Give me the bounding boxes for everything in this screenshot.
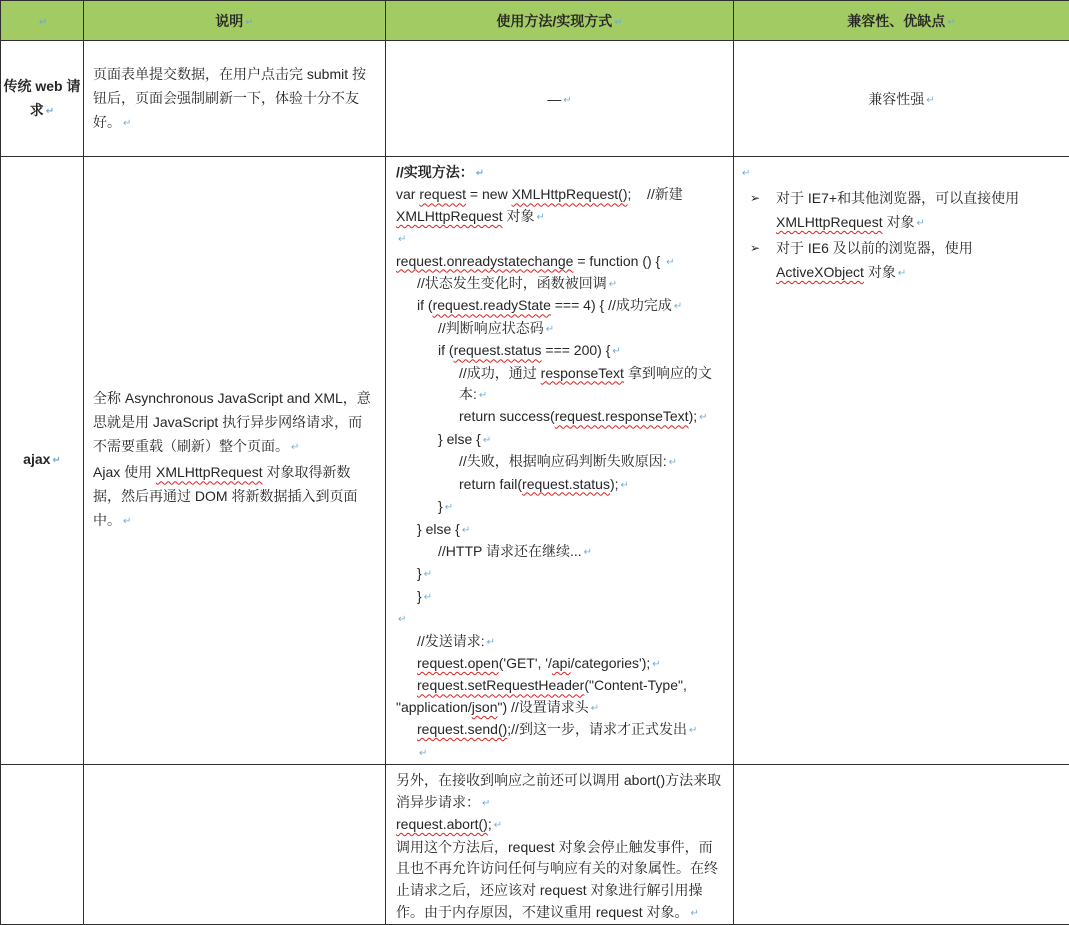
- compat-bullet-text: [776, 186, 1063, 236]
- spellcheck-flagged-text: XMLHttpRequest: [776, 214, 883, 230]
- paragraph-mark: ↵: [699, 412, 707, 423]
- code-line: [396, 162, 725, 184]
- text-segment: ; //新建: [628, 186, 683, 202]
- ajax-code-cell: [386, 157, 734, 765]
- paragraph-mark: ↵: [591, 703, 599, 714]
- paragraph-mark: ↵: [652, 659, 660, 670]
- code-line: [396, 474, 725, 496]
- paragraph-mark: ↵: [917, 218, 925, 229]
- spellcheck-flagged-text: XMLHttpRequest(): [512, 186, 628, 202]
- paragraph-line: [93, 386, 376, 460]
- text-segment: === 200) {: [542, 342, 611, 358]
- spellcheck-flagged-text: json: [472, 699, 498, 715]
- traditional-web-description-cell: [84, 41, 386, 157]
- code-line: [396, 318, 725, 340]
- text-segment: = new: [466, 186, 512, 202]
- paragraph-mark: ↵: [291, 442, 299, 453]
- code-line: [396, 631, 725, 653]
- paragraph-mark: ↵: [445, 502, 453, 513]
- text-segment: 另外，在接收到响应之前还可以调用 abort()方法来取消异步请求：: [396, 772, 721, 810]
- code-line: [396, 586, 725, 608]
- arrow-bullet-icon: ➢: [740, 186, 776, 236]
- text-segment: }: [417, 588, 422, 604]
- description-text: 页面表单提交数据，在用户点击完 submit 按钮后，页面会强制刷新一下，体验十分不友好。: [93, 66, 366, 130]
- text-segment: //判断响应状态码: [438, 320, 544, 336]
- text-segment: 全称 Asynchronous JavaScript and XML，意思就是用 JavaScript 执行异步网络请求，而不需要重载（刷新）整个页面。: [93, 390, 371, 454]
- code-line: [396, 541, 725, 563]
- arrow-bullet-icon: ➢: [740, 236, 776, 286]
- code-line: [396, 675, 725, 696]
- spellcheck-flagged-text: request.onreadystatechange: [396, 253, 573, 269]
- ajax-compat-cell: [734, 157, 1069, 765]
- header-label: 使用方法/实现方式: [496, 13, 612, 29]
- spellcheck-flagged-text: api: [552, 655, 571, 671]
- code-line: [396, 228, 725, 250]
- text-segment: );: [610, 476, 619, 492]
- cell-mark: ↵: [947, 17, 955, 28]
- paragraph-mark: ↵: [494, 820, 502, 831]
- paragraph-mark: ↵: [546, 324, 554, 335]
- abort-usage-cell: [386, 764, 734, 924]
- paragraph-mark: ↵: [398, 234, 406, 245]
- header-col-compat: [734, 1, 1069, 41]
- text-segment: } else {: [438, 431, 481, 447]
- paragraph-mark: ↵: [621, 480, 629, 491]
- paragraph-mark: ↵: [612, 346, 620, 357]
- spellcheck-flagged-text: request.status: [522, 476, 610, 492]
- text-segment: /categories');: [571, 655, 651, 671]
- header-col-blank: [1, 1, 84, 41]
- cell-mark: ↵: [245, 17, 253, 28]
- code-line: [396, 496, 725, 518]
- text-segment: //HTTP 请求还在继续...: [438, 543, 582, 559]
- text-segment: //失败，根据响应码判断失败原因:: [459, 453, 667, 469]
- compat-text: 兼容性强: [868, 91, 924, 107]
- compat-bullet-item: [740, 186, 1063, 236]
- paragraph-mark: ↵: [487, 637, 495, 648]
- paragraph-mark: ↵: [537, 212, 545, 223]
- text-segment: if (: [438, 342, 454, 358]
- ajax-description-cell: [84, 157, 386, 765]
- ajax-title-cell: [1, 157, 84, 765]
- text-segment: === 4) { //成功完成: [551, 297, 672, 313]
- text-segment: );: [689, 408, 698, 424]
- paragraph-line: [396, 814, 723, 837]
- text-segment: 调用这个方法后，request 对象会停止触发事件，而且也不再允许访问任何与响应有关的对象属性。在终止请求之后，还应该对 request 对象进行解引用操作。由于内存原因，不建议重用 request 对象。: [396, 839, 718, 920]
- code-line: [396, 363, 725, 407]
- code-line: [396, 429, 725, 451]
- cell-mark: ↵: [614, 17, 622, 28]
- text-segment: 对象: [864, 264, 896, 280]
- code-line: [396, 719, 725, 741]
- text-segment: "application/: [396, 699, 472, 715]
- paragraph-mark: ↵: [926, 95, 934, 106]
- traditional-web-title-cell: [1, 41, 84, 157]
- text-segment: } else {: [417, 521, 460, 537]
- paragraph-line: [396, 770, 723, 814]
- code-line: [396, 608, 725, 630]
- spellcheck-flagged-text: XMLHttpRequest: [396, 208, 503, 224]
- code-line: [396, 273, 725, 295]
- text-segment: 对于 IE6 及以前的浏览器，使用: [776, 240, 973, 256]
- row-abort: [1, 764, 1069, 924]
- paragraph-mark: ↵: [669, 457, 677, 468]
- text-segment: return fail(: [459, 476, 522, 492]
- text-segment: }: [438, 498, 443, 514]
- text-segment: 对象: [503, 208, 535, 224]
- paragraph-mark: ↵: [674, 301, 682, 312]
- text-segment: return success(: [459, 408, 555, 424]
- paragraph-mark: ↵: [476, 168, 484, 179]
- paragraph-mark: ↵: [123, 118, 131, 129]
- code-line: [396, 295, 725, 317]
- compat-bullet-text: [776, 236, 1063, 286]
- header-label: 兼容性、优缺点: [847, 13, 945, 29]
- text-segment: //发送请求:: [417, 633, 485, 649]
- row-ajax: [1, 157, 1069, 765]
- header-col-usage: [386, 1, 734, 41]
- paragraph-mark: ↵: [666, 257, 674, 268]
- row-title: ajax: [23, 451, 50, 467]
- dash-placeholder: —: [547, 91, 561, 107]
- text-segment: ;: [488, 816, 492, 832]
- paragraph-mark: ↵: [424, 569, 432, 580]
- code-line: [396, 206, 725, 228]
- text-segment: //成功，通过: [459, 365, 541, 381]
- abort-blank-cell-1: [1, 764, 84, 924]
- spellcheck-flagged-text: ActiveXObject: [776, 264, 864, 280]
- blank-line: [740, 160, 1063, 186]
- text-segment: 对象取得新数据，然后再通过 DOM 将新数据插入到页面中。: [93, 464, 357, 528]
- header-label: 说明: [215, 13, 243, 29]
- code-line: [396, 251, 725, 273]
- code-line: [396, 563, 725, 585]
- paragraph-mark: ↵: [483, 435, 491, 446]
- code-line: [396, 184, 725, 205]
- paragraph-line: [93, 460, 376, 534]
- text-segment: = function () {: [573, 253, 664, 269]
- text-segment: Ajax 使用: [93, 464, 156, 480]
- text-segment: //状态发生变化时，函数被回调: [417, 275, 607, 291]
- text-segment: 对象: [883, 214, 915, 230]
- text-segment: //实现方法：: [396, 164, 474, 180]
- paragraph-mark: ↵: [398, 614, 406, 625]
- compat-bullet-item: [740, 236, 1063, 286]
- row-traditional-web: [1, 41, 1069, 157]
- spellcheck-flagged-text: request.readyState: [433, 297, 551, 313]
- spellcheck-flagged-text: request: [419, 186, 466, 202]
- abort-blank-cell-2: [84, 764, 386, 924]
- paragraph-mark: ↵: [52, 455, 60, 466]
- text-segment: ("Content-Type",: [584, 677, 687, 693]
- spellcheck-flagged-text: XMLHttpRequest: [156, 464, 263, 480]
- code-line: [396, 406, 725, 428]
- paragraph-mark: ↵: [482, 798, 490, 809]
- paragraph-line: [396, 837, 723, 924]
- code-line: [396, 742, 725, 764]
- cell-mark: ↵: [39, 17, 47, 28]
- text-segment: var: [396, 186, 419, 202]
- traditional-web-compat-cell: [734, 41, 1069, 157]
- code-line: [396, 653, 725, 675]
- paragraph-mark: ↵: [462, 525, 470, 536]
- code-line: [396, 451, 725, 473]
- text-segment: }: [417, 565, 422, 581]
- spellcheck-flagged-text: request.abort(): [396, 816, 488, 832]
- text-segment: if (: [417, 297, 433, 313]
- paragraph-mark: ↵: [123, 516, 131, 527]
- text-segment: 对于 IE7+和其他浏览器，可以直接使用: [776, 190, 1019, 206]
- paragraph-mark: ↵: [609, 279, 617, 290]
- text-segment: ('GET', '/: [499, 655, 552, 671]
- text-segment: 拿到响应的文本:: [459, 365, 712, 402]
- compat-bullet-list: [740, 186, 1063, 286]
- header-col-description: [84, 1, 386, 41]
- paragraph-mark: ↵: [563, 95, 571, 106]
- traditional-web-usage-cell: [386, 41, 734, 157]
- paragraph-mark: ↵: [419, 748, 427, 759]
- paragraph-mark: ↵: [689, 725, 697, 736]
- table-header-row: [1, 1, 1069, 41]
- paragraph-mark: ↵: [424, 592, 432, 603]
- paragraph-mark: ↵: [479, 390, 487, 401]
- paragraph-mark: ↵: [690, 908, 698, 919]
- paragraph-mark: ↵: [584, 547, 592, 558]
- spellcheck-flagged-text: responseText: [541, 365, 624, 381]
- text-segment: ") //设置请求头: [497, 699, 588, 715]
- spellcheck-flagged-text: request.responseText: [555, 408, 689, 424]
- code-line: [396, 519, 725, 541]
- paragraph-mark: ↵: [898, 268, 906, 279]
- spellcheck-flagged-text: request.send(): [417, 721, 507, 737]
- paragraph-mark: ↵: [742, 168, 750, 179]
- text-segment: ;//到这一步，请求才正式发出: [507, 721, 687, 737]
- paragraph-mark: ↵: [46, 106, 54, 117]
- spellcheck-flagged-text: request.open: [417, 655, 499, 671]
- spellcheck-flagged-text: request.status: [454, 342, 542, 358]
- code-line: [396, 340, 725, 362]
- abort-blank-cell-3: [734, 764, 1069, 924]
- spellcheck-flagged-text: request.setRequestHeader: [417, 677, 584, 693]
- row-title: 传统 web 请求: [3, 78, 80, 118]
- code-line: [396, 697, 725, 719]
